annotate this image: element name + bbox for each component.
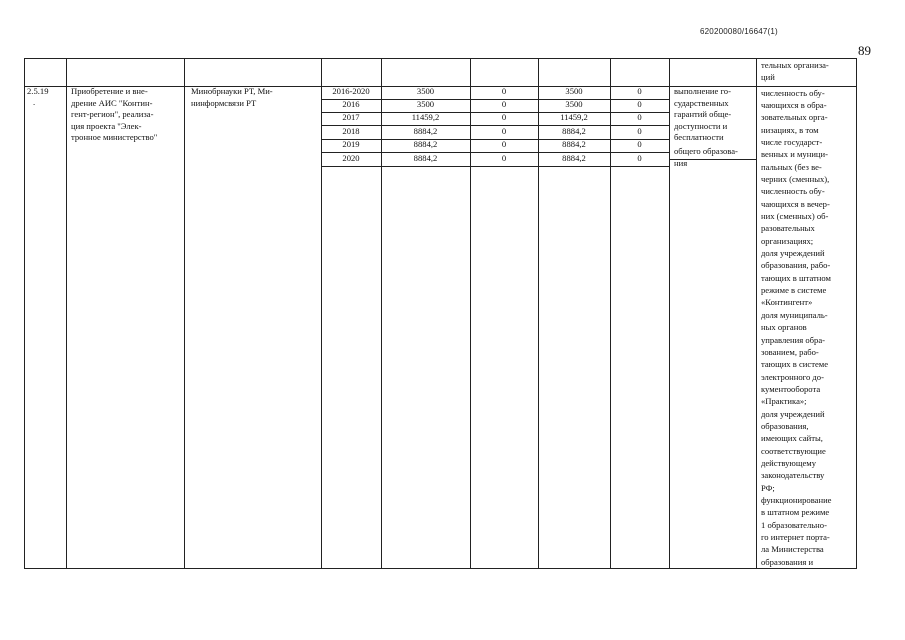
indicator-line: них (сменных) об- (761, 211, 829, 221)
indicator-line: «Контингент» (761, 297, 813, 308)
row-number: 2.5.19 (27, 86, 49, 96)
indicator-line: черних (сменных), (761, 173, 830, 184)
indicator-line: действующему (761, 458, 817, 468)
republic-cell: 8884,2 (562, 125, 586, 136)
total-cell: 8884,2 (413, 139, 438, 149)
total-cell: 3500 (416, 86, 435, 96)
republic-cell: 11459,2 (560, 112, 588, 122)
other-cell: 0 (637, 86, 642, 96)
indicator-line: пальных (без ве- (761, 161, 822, 172)
executor-line: нинформсвязи РТ (191, 97, 257, 108)
table-divider (756, 58, 757, 569)
indicator-line: соответствующие (761, 445, 826, 456)
indicator-line: образования, рабо- (761, 260, 831, 271)
indicator-line: электронного до- (761, 371, 824, 382)
goal-line: доступности и (674, 120, 728, 131)
other-cell: 0 (637, 152, 642, 163)
federal-cell: 0 (501, 125, 507, 136)
indicator-line: доля учреждений (761, 408, 825, 419)
activity-name-line: дрение АИС "Контин- (71, 97, 153, 108)
indicator-line: венных и муници- (761, 149, 828, 160)
carryover-text: ций (761, 72, 775, 82)
document-id: 620200080/16647(1) (700, 27, 778, 36)
activity-name-line: Приобретение и вне- (71, 86, 148, 96)
year-cell: 2018 (342, 125, 360, 136)
indicator-line: РФ; (761, 482, 775, 493)
indicator-line: чающихся в обра- (761, 99, 827, 110)
indicator-line: разовательных (761, 223, 815, 234)
federal-cell: 0 (501, 99, 507, 109)
other-cell: 0 (637, 112, 642, 122)
goal-line: бесплатности (674, 132, 724, 142)
table-border-right (856, 58, 857, 569)
year-cell: 2016 (342, 99, 360, 109)
indicator-line: «Практика»; (761, 396, 807, 407)
federal-cell: 0 (501, 86, 507, 96)
activity-name-line: гент-регион", реализа- (71, 109, 154, 119)
indicator-line: доля муниципаль- (761, 309, 828, 320)
indicator-line: тающих в штатном (761, 272, 831, 283)
indicator-line: имеющих сайты, (761, 433, 823, 444)
indicator-line: ла Министерства (761, 544, 824, 555)
other-cell: 0 (637, 99, 642, 109)
republic-cell: 8884,2 (562, 152, 586, 163)
other-cell: 0 (637, 125, 642, 136)
federal-cell: 0 (501, 139, 507, 149)
row-number-suffix: . (33, 97, 36, 107)
carryover-text: тельных организа- (761, 60, 829, 70)
indicator-line: низациях, в том (761, 124, 819, 135)
executor-line: Минобрнауки РТ, Ми- (191, 86, 273, 96)
indicator-line: функционирование (761, 495, 832, 506)
indicator-line: чающихся в вечер- (761, 198, 830, 209)
goal-line: сударственных (674, 97, 729, 108)
year-cell: 2017 (342, 112, 360, 122)
indicator-line: ных органов (761, 322, 807, 333)
activity-name-line: тронное министерство" (71, 132, 158, 142)
page-number: 89 (858, 43, 871, 58)
indicator-line: зовательных орга- (761, 112, 828, 123)
indicator-line: зованием, рабо- (761, 346, 819, 357)
table-divider (669, 58, 670, 569)
indicator-line: в штатном режиме (761, 507, 830, 518)
indicator-line: 1 образовательно- (761, 519, 827, 530)
year-row-divider (321, 166, 669, 167)
total-cell: 3500 (416, 99, 435, 109)
total-cell: 8884,2 (413, 125, 438, 136)
goal-line: общего образова- (674, 146, 738, 156)
indicator-line: тающих в системе (761, 359, 829, 370)
other-cell: 0 (637, 139, 642, 149)
indicator-line: управления обра- (761, 334, 825, 345)
republic-cell: 3500 (565, 99, 583, 109)
indicator-line: численность обу- (761, 186, 825, 197)
indicator-line: образования, (761, 420, 809, 431)
indicator-line: го интернет порта- (761, 532, 830, 543)
goal-line: выполнение го- (674, 86, 731, 96)
table-border-bottom (24, 568, 856, 569)
indicator-line: образования и (761, 556, 814, 567)
year-cell: 2016-2020 (332, 86, 370, 96)
goal-line: гарантий обще- (674, 109, 732, 119)
republic-cell: 8884,2 (562, 139, 586, 149)
total-cell: 8884,2 (413, 152, 438, 163)
indicator-line: числе государст- (761, 136, 823, 147)
table-border-top (24, 58, 856, 59)
republic-cell: 3500 (565, 86, 583, 96)
indicator-line: кументооборота (761, 383, 821, 394)
table-border-left (24, 58, 25, 569)
data-table (24, 58, 857, 569)
indicator-line: законодательству (761, 470, 825, 481)
indicator-line: численность обу- (761, 87, 825, 98)
table-divider (66, 58, 67, 569)
table-divider (184, 58, 185, 569)
year-cell: 2020 (342, 152, 360, 163)
activity-name-line: ция проекта "Элек- (71, 120, 142, 131)
federal-cell: 0 (501, 112, 507, 122)
year-cell: 2019 (342, 139, 360, 149)
total-cell: 11459,2 (411, 112, 440, 122)
goal-line: ния (674, 158, 688, 168)
indicator-line: организациях; (761, 235, 814, 246)
federal-cell: 0 (501, 152, 507, 163)
indicator-line: режиме в системе (761, 285, 827, 296)
indicator-line: доля учреждений (761, 248, 825, 259)
